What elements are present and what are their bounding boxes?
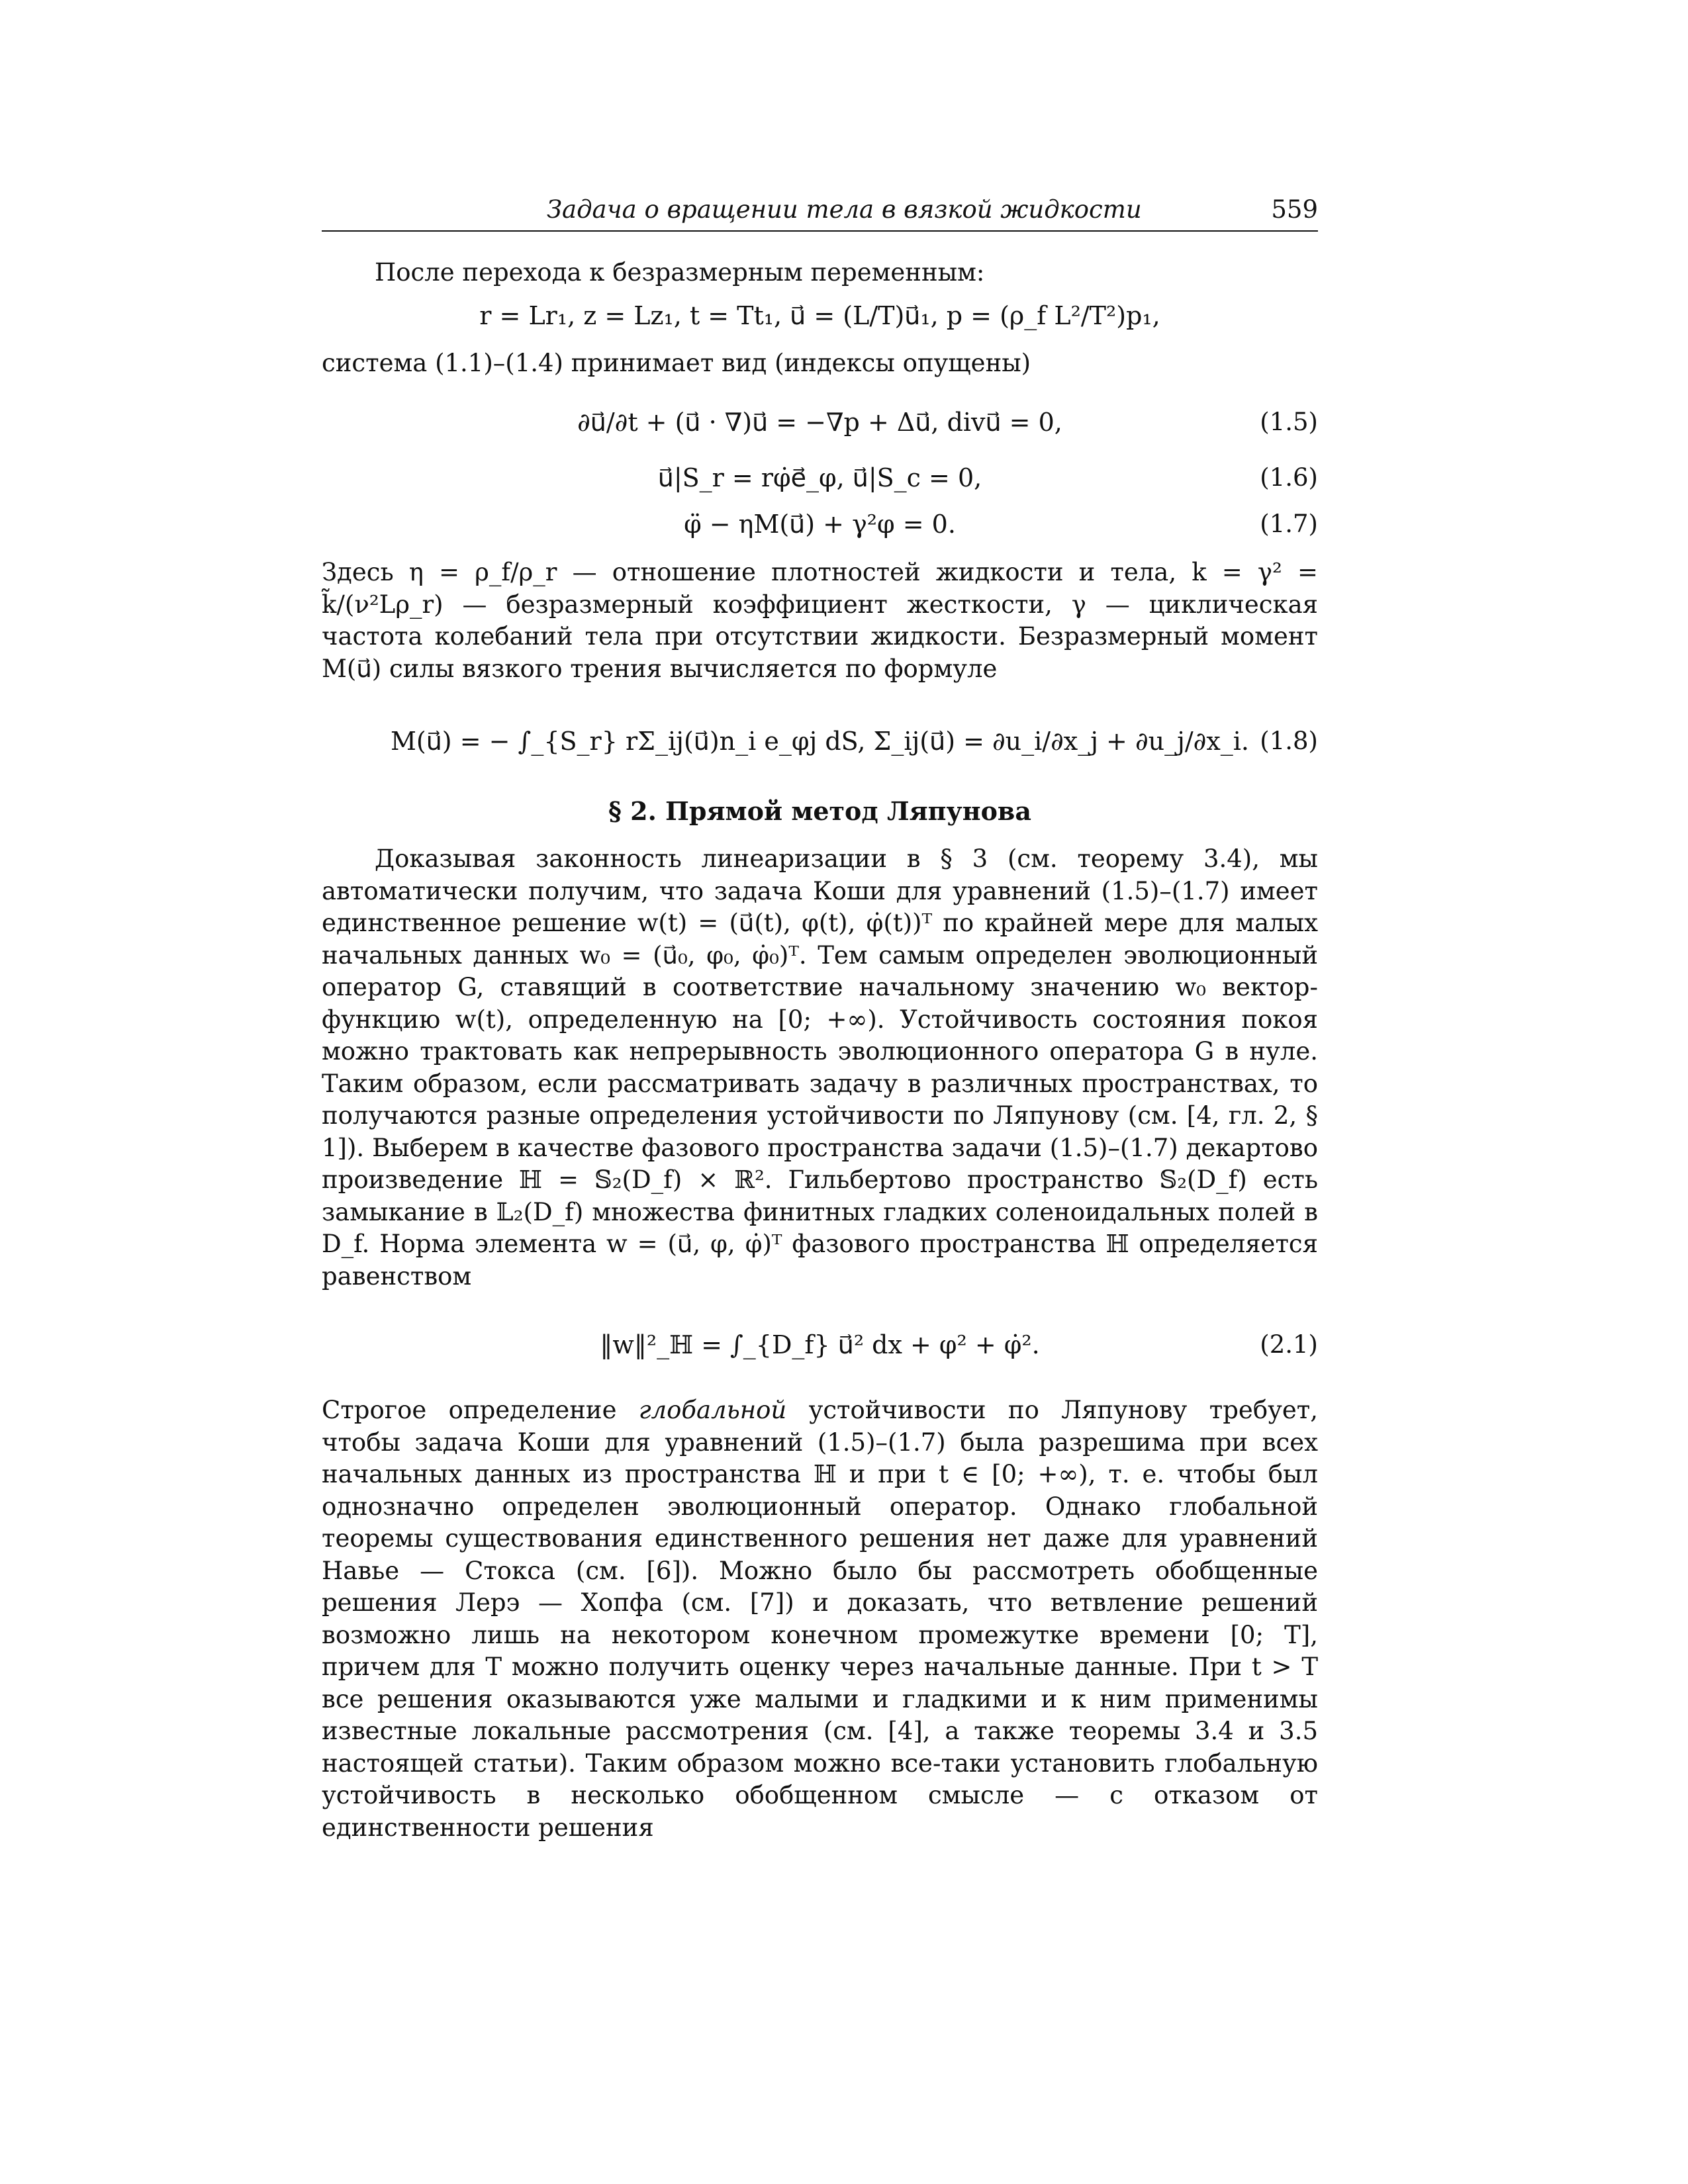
paragraph-lyapunov: Доказывая законность линеаризации в § 3 (см. теорему 3.4), мы автоматически получим, что задача Коши для уравнений (1.5)–(1.7) имеет единственное решение w(t) = (u⃗(t), φ(t), φ̇(t))ᵀ по крайней мере для малых начальных данных w₀ = (u⃗₀, φ₀, φ̇₀)ᵀ. Тем самым определен эволюционный оператор G, ставящий в соответствие начальному значению w₀ вектор-функцию w(t), определенную на [0; +∞). Устойчивость состояния покоя можно трактовать как непрерывность эволюционного оператора G в нуле. Таким образом, если рассматривать задачу в различных пространствах, то получаются разные определения устойчивости по Ляпунову (см. [4, гл. 2, § 1]). Выберем в качестве фазового пространства задачи (1.5)–(1.7) декартово произведение ℍ = 𝕊₂(D_f) × ℝ². Гильбертово пространство 𝕊₂(D_f) есть замыкание в 𝕃₂(D_f) множества финитных гладких соленоидальных полей в D_f. Норма элемента w = (u⃗, φ, φ̇)ᵀ фазового пространства ℍ определяется равенством xyxy=(322,844,1318,1291)
running-header xyxy=(322,195,1318,232)
section-title: § 2. Прямой метод Ляпунова xyxy=(608,796,1031,826)
equation-1-7 xyxy=(322,508,1318,541)
vars-equation-text: r = Lr₁, z = Lz₁, t = Tt₁, u⃗ = (L/T)u⃗₁, p = (ρ_f L²/T²)p₁, xyxy=(479,300,1160,330)
paragraph-global-emphasis: глобальной xyxy=(638,1396,787,1424)
equation-1-6 xyxy=(322,461,1318,494)
equation-1-5 xyxy=(322,399,1318,445)
system-text: система (1.1)–(1.4) принимает вид (индексы опущены) xyxy=(322,348,1031,377)
intro-text: После перехода к безразмерным переменным: xyxy=(375,258,985,287)
paragraph-global-start: Строгое определение xyxy=(322,1396,639,1424)
equation-2-1-body: ‖w‖²_ℍ = ∫_{D_f} u⃗² dx + φ² + φ̇². xyxy=(600,1330,1040,1359)
equation-1-8-body: M(u⃗) = − ∫_{S_r} rΣ_ij(u⃗)n_i e_φj dS, Σ_ij(u⃗) = ∂u_i/∂x_j + ∂u_j/∂x_i. xyxy=(390,727,1249,756)
equation-1-7-body: φ̈ − ηM(u⃗) + γ²φ = 0. xyxy=(684,510,956,539)
equation-1-8 xyxy=(322,711,1318,771)
equation-1-5-body: ∂u⃗/∂t + (u⃗ · ∇)u⃗ = −∇p + Δu⃗, divu⃗ = 0, xyxy=(577,408,1062,437)
equation-2-1 xyxy=(322,1315,1318,1375)
paragraph-global xyxy=(322,1394,1318,1844)
equation-1-7-number: (1.7) xyxy=(1260,510,1318,538)
paragraph-global-rest: устойчивости по Ляпунову требует, чтобы задача Коши для уравнений (1.5)–(1.7) была разрешима при всех начальных данных из пространства ℍ и при t ∈ [0; +∞), т. е. чтобы был однозначно определен эволюционный оператор. Однако глобальной теоремы существования единственного решения нет даже для уравнений Навье — Стокса (см. [6]). Можно было бы рассмотреть обобщенные решения Лерэ — Хопфа (см. [7]) и доказать, что ветвление решений возможно лишь на некотором конечном промежутке времени [0; T], причем для T можно получить оценку через начальные данные. При t > T все решения оказываются уже малыми и гладкими и к ним применимы известные локальные рассмотрения (см. [4], а также теоремы 3.4 и 3.5 настоящей статьи). Таким образом можно все-таки установить глобальную устойчивость в несколько обобщенном смысле — с отказом от единственности решения xyxy=(322,1396,1318,1842)
equation-1-5-number: (1.5) xyxy=(1260,408,1318,436)
vars-equation xyxy=(322,301,1318,330)
running-title: Задача о вращении тела в вязкой жидкости xyxy=(547,195,1142,224)
equation-1-8-number: (1.8) xyxy=(1260,727,1318,755)
page xyxy=(322,195,1318,1844)
equation-2-1-number: (2.1) xyxy=(1260,1330,1318,1359)
paragraph-here: Здесь η = ρ_f/ρ_r — отношение плотностей жидкости и тела, k = γ² = k̃/(ν²Lρ_r) — безразмерный коэффициент жесткости, γ — циклическая частота колебаний тела при отсутствии жидкости. Безразмерный момент M(u⃗) силы вязкого трения вычисляется по формуле xyxy=(322,558,1318,683)
page-number: 559 xyxy=(1271,195,1318,224)
equation-1-6-number: (1.6) xyxy=(1260,463,1318,492)
equation-1-6-body: u⃗|S_r = rφ̇e⃗_φ, u⃗|S_c = 0, xyxy=(657,463,982,492)
